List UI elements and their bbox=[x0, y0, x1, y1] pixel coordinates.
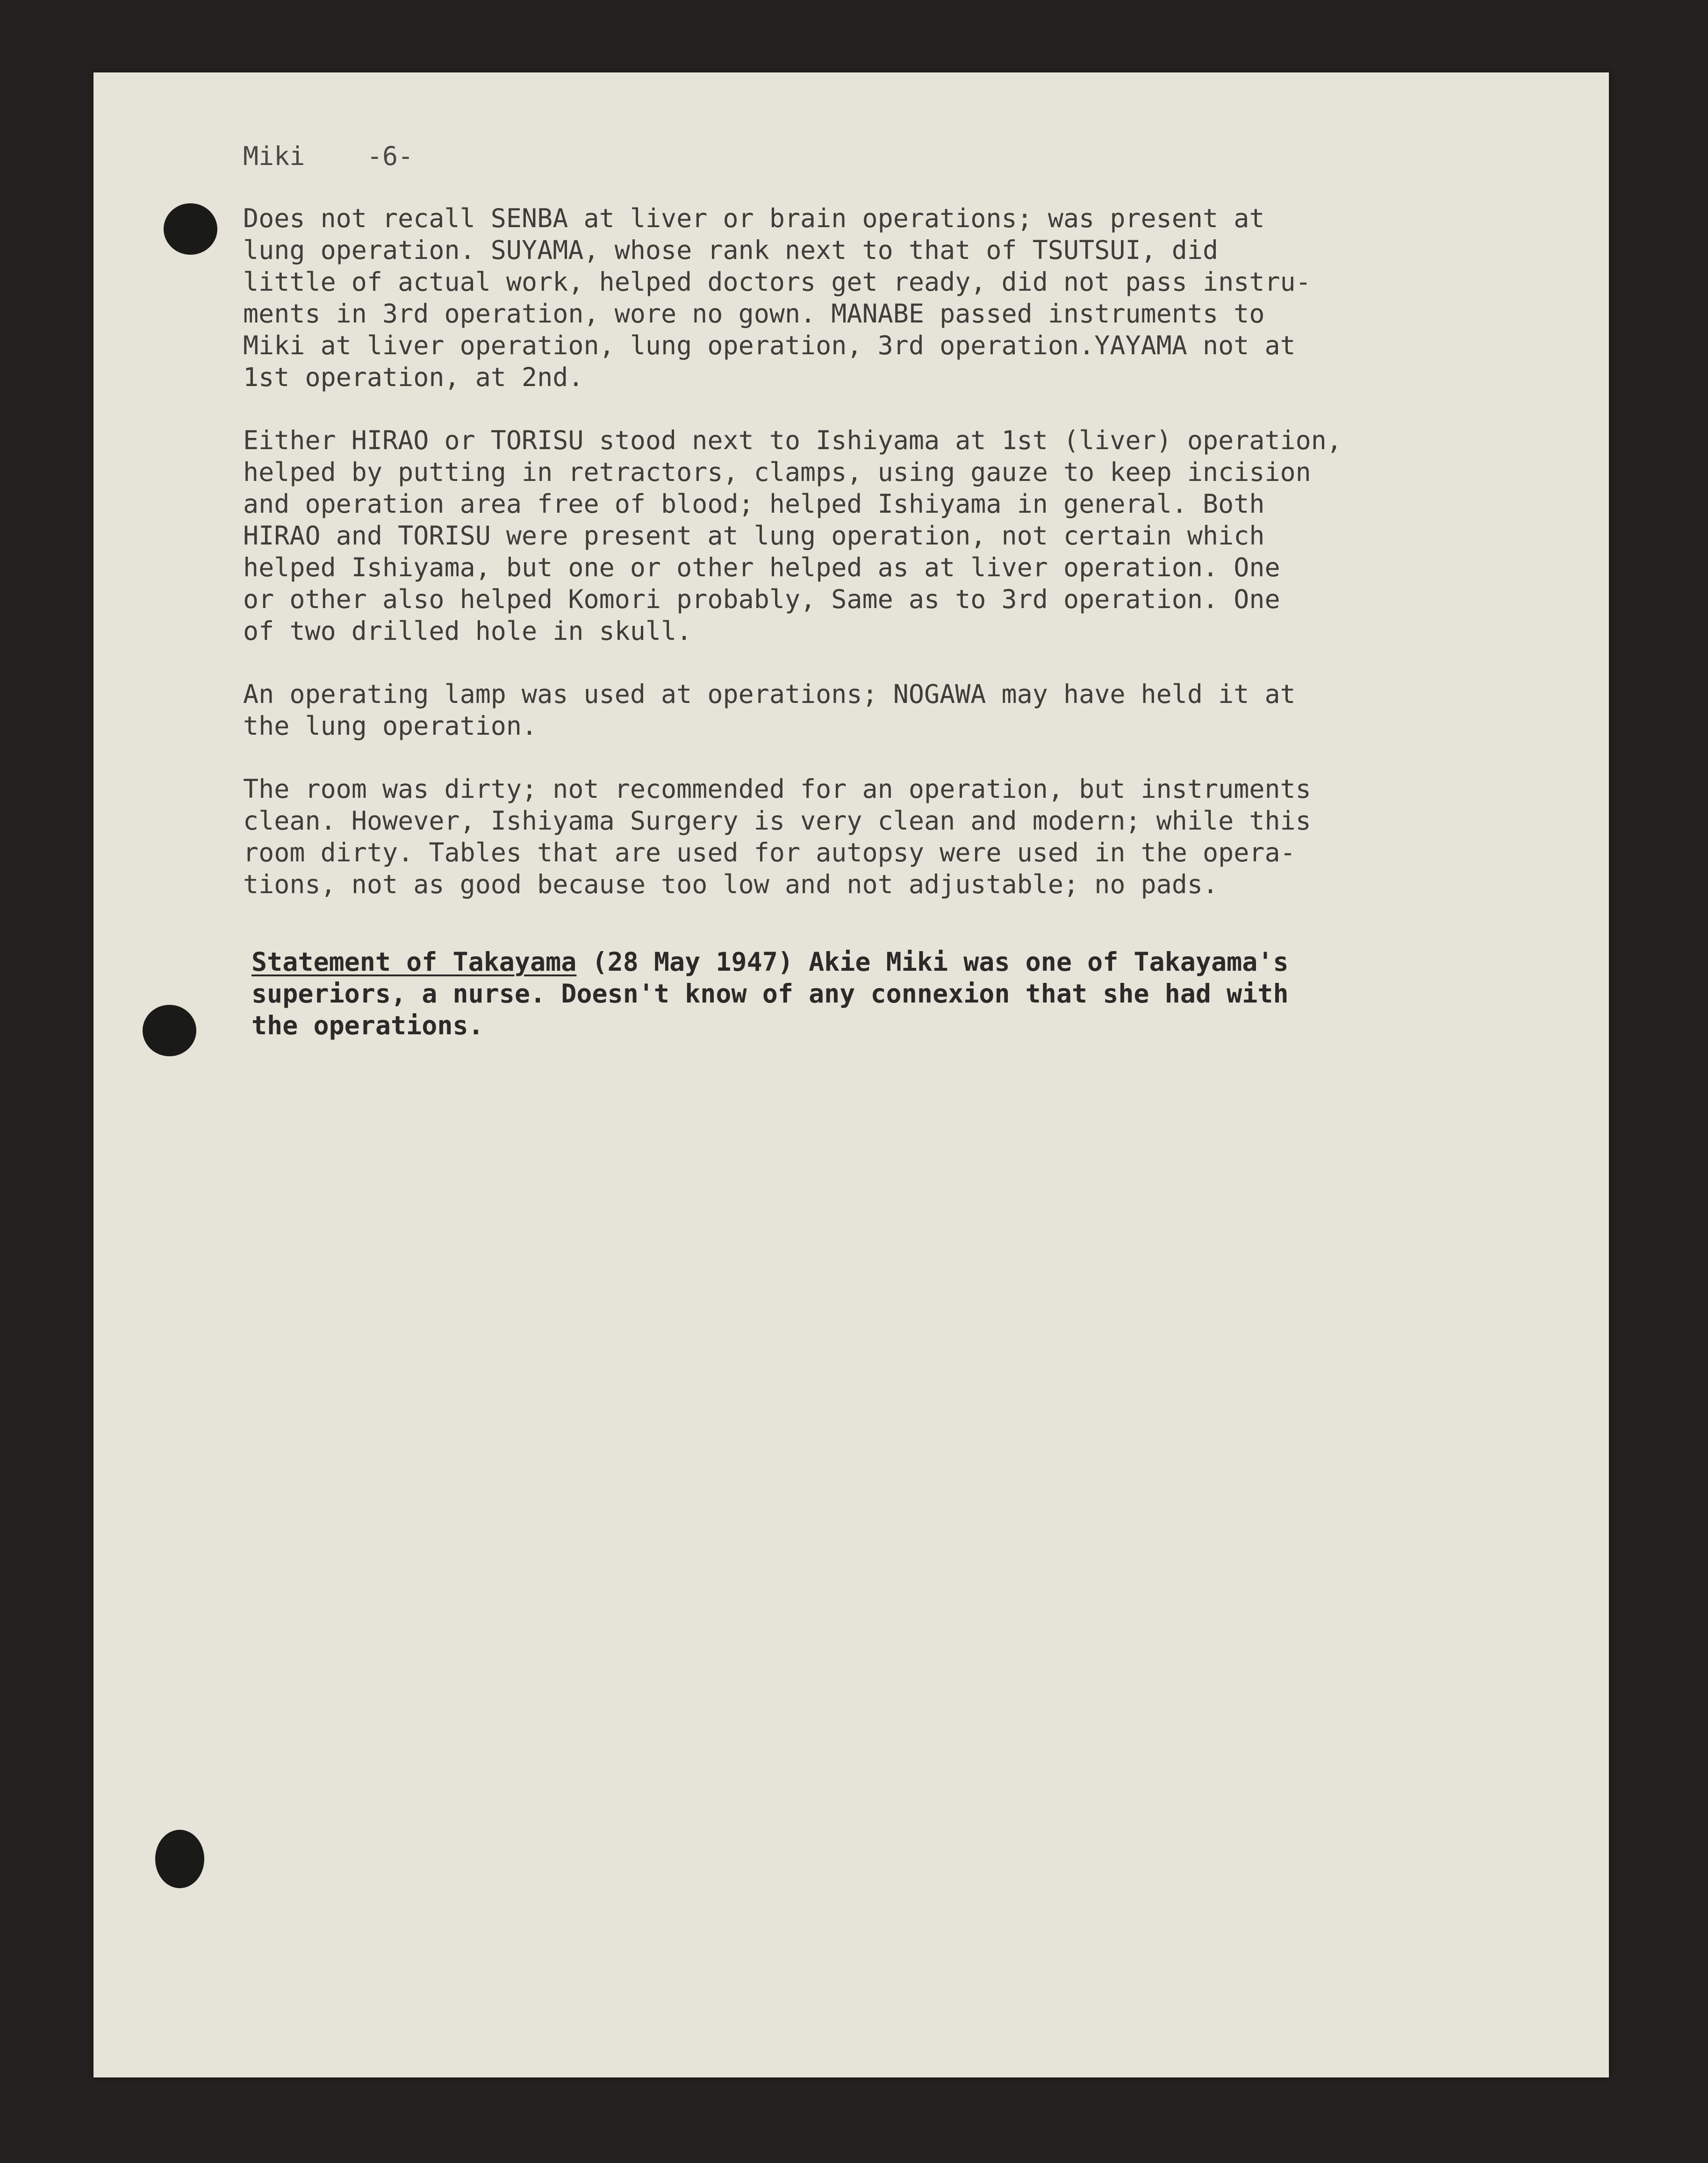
paragraph-4: The room was dirty; not recommended for an operation, but instruments clean. However, Ishiyama Surgery is very clean and modern; while this room dirty. Tables that are used for autopsy were used in the opera- tions, not as good because too low and not adjustable; no pads. bbox=[243, 774, 1311, 899]
typed-text-body bbox=[243, 140, 1505, 1041]
statement-title: Statement of Takayama bbox=[251, 947, 577, 977]
paragraph-1: Does not recall SENBA at liver or brain operations; was present at lung operation. SUYAMA, whose rank next to that of TSUTSUI, did little of actual work, helped doctors get ready, did not pass instru- ments in 3rd operation, wore no gown. MANABE passed instruments to Miki at liver operation, lung operation, 3rd operation.YAYAMA not at 1st operation, at 2nd. bbox=[243, 203, 1311, 392]
page-header: Miki -6- bbox=[243, 141, 414, 171]
punch-hole-middle bbox=[143, 1005, 196, 1056]
statement-body: (28 May 1947) Akie Miki was one of Takayama's superiors, a nurse. Doesn't know of any connexion that she had with the operations. bbox=[251, 947, 1289, 1040]
punch-hole-bottom bbox=[155, 1830, 204, 1888]
paragraph-2: Either HIRAO or TORISU stood next to Ishiyama at 1st (liver) operation, helped by putting in retractors, clamps, using gauze to keep incision and operation area free of blood; helped Ishiyama in general. Both HIRAO and TORISU were present at lung operation, not certain which helped Ishiyama, but one or other helped as at liver operation. One or other also helped Komori probably, Same as to 3rd operation. One of two drilled hole in skull. bbox=[243, 425, 1342, 646]
paragraph-3: An operating lamp was used at operations; NOGAWA may have held it at the lung operation. bbox=[243, 679, 1296, 741]
statement-paragraph bbox=[251, 946, 1505, 1041]
punch-hole-top bbox=[164, 203, 217, 255]
